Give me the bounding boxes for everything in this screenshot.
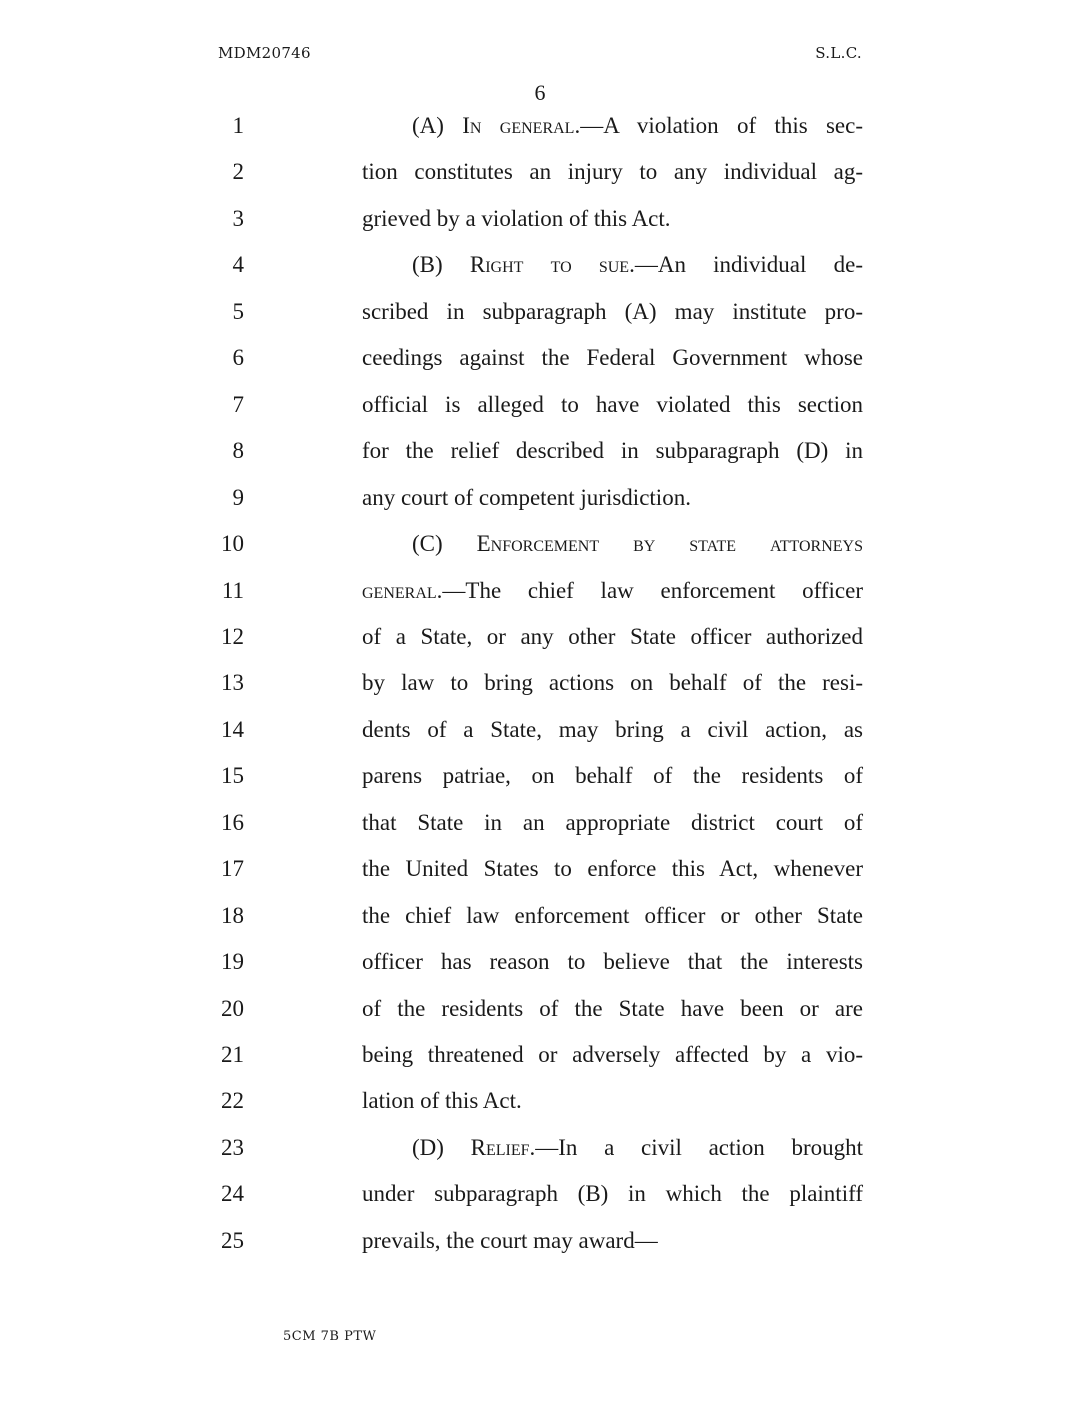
line-row: [0, 856, 1080, 902]
line-number: 21: [221, 1042, 244, 1067]
line-number: 17: [221, 856, 244, 882]
line-number: 7: [232, 391, 244, 417]
paragraph-heading: Right to sue.: [469, 252, 635, 278]
paragraph-text: lation of this Act.: [362, 1088, 522, 1114]
line-row: [0, 1042, 1080, 1088]
line-row: [0, 345, 1080, 391]
line-number: 9: [232, 484, 244, 510]
paragraph-text: the United States to enforce this Act, whenever: [362, 856, 863, 882]
line-text: [362, 1042, 863, 1068]
paragraph-text: ceedings against the Federal Government whose: [362, 345, 863, 371]
line-number: 22: [221, 1088, 244, 1114]
paragraph-text: being threatened or adversely affected by a vio-: [362, 1042, 863, 1067]
paragraph-text: dents of a State, may bring a civil action, as: [362, 716, 863, 742]
paragraph-heading: general.: [362, 577, 443, 603]
paragraph-text: for the relief described in subparagraph (D) in: [362, 438, 863, 464]
line-text: [362, 810, 863, 836]
line-row: [0, 903, 1080, 949]
line-row: [0, 670, 1080, 716]
line-text: [362, 1088, 863, 1114]
line-text: [362, 578, 863, 604]
line-row: [0, 113, 1080, 159]
line-number: 12: [221, 623, 244, 649]
line-number: 5: [232, 298, 244, 324]
paragraph-text: —An individual de-: [634, 252, 863, 278]
line-row: [0, 206, 1080, 252]
paragraph-text: that State in an appropriate district court of: [362, 809, 863, 835]
line-row: [0, 949, 1080, 995]
line-number: 18: [221, 902, 244, 928]
paragraph-text: grieved by a violation of this Act.: [362, 205, 671, 231]
line-row: [0, 1181, 1080, 1227]
line-text: [362, 624, 863, 650]
line-text: [362, 299, 863, 325]
line-number: 15: [221, 763, 244, 789]
line-number: 3: [232, 205, 244, 231]
line-text: [362, 1228, 863, 1254]
line-number: 8: [232, 438, 244, 464]
line-row: [0, 1135, 1080, 1181]
paragraph-text: of a State, or any other State officer authorized: [362, 623, 863, 649]
line-text: [362, 485, 863, 511]
paragraph-text: the chief law enforcement officer or other State: [362, 902, 863, 928]
line-text: [362, 949, 863, 975]
paragraph-text: officer has reason to believe that the interests: [362, 949, 863, 975]
paragraph-heading: Enforcement by state attorneys: [476, 531, 863, 557]
paragraph-heading: In general.: [462, 113, 581, 138]
line-row: [0, 717, 1080, 763]
line-text: [412, 252, 863, 278]
line-row: [0, 392, 1080, 438]
line-number: 14: [221, 716, 244, 742]
line-text: [362, 717, 863, 743]
line-row: [0, 159, 1080, 205]
paragraph-text: —The chief law enforcement officer: [442, 577, 863, 603]
line-number: 16: [221, 809, 244, 835]
line-number: 23: [221, 1134, 244, 1160]
paragraph-text: any court of competent jurisdiction.: [362, 484, 691, 510]
line-number: 25: [221, 1227, 244, 1253]
paragraph-heading: Relief.: [470, 1134, 536, 1160]
line-text: [412, 113, 863, 139]
paragraph-text: under subparagraph (B) in which the plaintiff: [362, 1181, 863, 1207]
line-text: [362, 670, 863, 696]
line-row: [0, 624, 1080, 670]
paragraph-text: by law to bring actions on behalf of the resi-: [362, 670, 863, 696]
line-number: 4: [232, 252, 244, 278]
paragraph-label: (A): [412, 113, 463, 138]
paragraph-label: (C): [412, 531, 477, 557]
line-text: [362, 345, 863, 371]
paragraph-text: tion constitutes an injury to any individual ag-: [362, 159, 863, 185]
line-row: [0, 578, 1080, 624]
paragraph-text: —A violation of this sec-: [580, 113, 864, 138]
line-text: [362, 903, 863, 929]
line-number: 6: [232, 345, 244, 371]
paragraph-text: of the residents of the State have been or are: [362, 995, 863, 1021]
line-text: [362, 1181, 863, 1207]
line-text: [412, 531, 863, 557]
paragraph-label: (D): [412, 1134, 471, 1160]
line-row: [0, 996, 1080, 1042]
header-office: S.L.C.: [815, 44, 862, 62]
paragraph-text: prevails, the court may award—: [362, 1227, 658, 1253]
paragraph-text: —In a civil action brought: [535, 1134, 863, 1160]
line-number: 13: [221, 670, 244, 696]
line-row: [0, 1228, 1080, 1274]
line-row: [0, 810, 1080, 856]
line-text: [362, 856, 863, 882]
paragraph-text: official is alleged to have violated this section: [362, 391, 863, 417]
line-number: 2: [232, 159, 244, 185]
line-text: [362, 159, 863, 185]
line-number: 20: [221, 995, 244, 1021]
line-row: [0, 763, 1080, 809]
line-row: [0, 531, 1080, 577]
line-text: [362, 392, 863, 418]
paragraph-text: parens patriae, on behalf of the residents of: [362, 763, 863, 789]
line-row: [0, 438, 1080, 484]
line-text: [412, 1135, 863, 1161]
line-number: 10: [221, 531, 244, 557]
line-text: [362, 438, 863, 464]
footer-code: 5CM 7B PTW: [283, 1329, 377, 1344]
line-text: [362, 996, 863, 1022]
line-row: [0, 299, 1080, 345]
paragraph-label: (B): [412, 252, 470, 278]
line-row: [0, 252, 1080, 298]
line-row: [0, 485, 1080, 531]
line-number: 1: [232, 113, 244, 138]
line-row: [0, 1088, 1080, 1134]
line-number: 11: [221, 577, 244, 603]
page-number: 6: [534, 80, 546, 105]
line-text: [362, 763, 863, 789]
line-text: [362, 206, 863, 232]
line-number: 24: [221, 1181, 244, 1207]
paragraph-text: scribed in subparagraph (A) may institute pro-: [362, 298, 863, 324]
line-number: 19: [221, 949, 244, 975]
header-doc-id: MDM20746: [218, 44, 311, 62]
